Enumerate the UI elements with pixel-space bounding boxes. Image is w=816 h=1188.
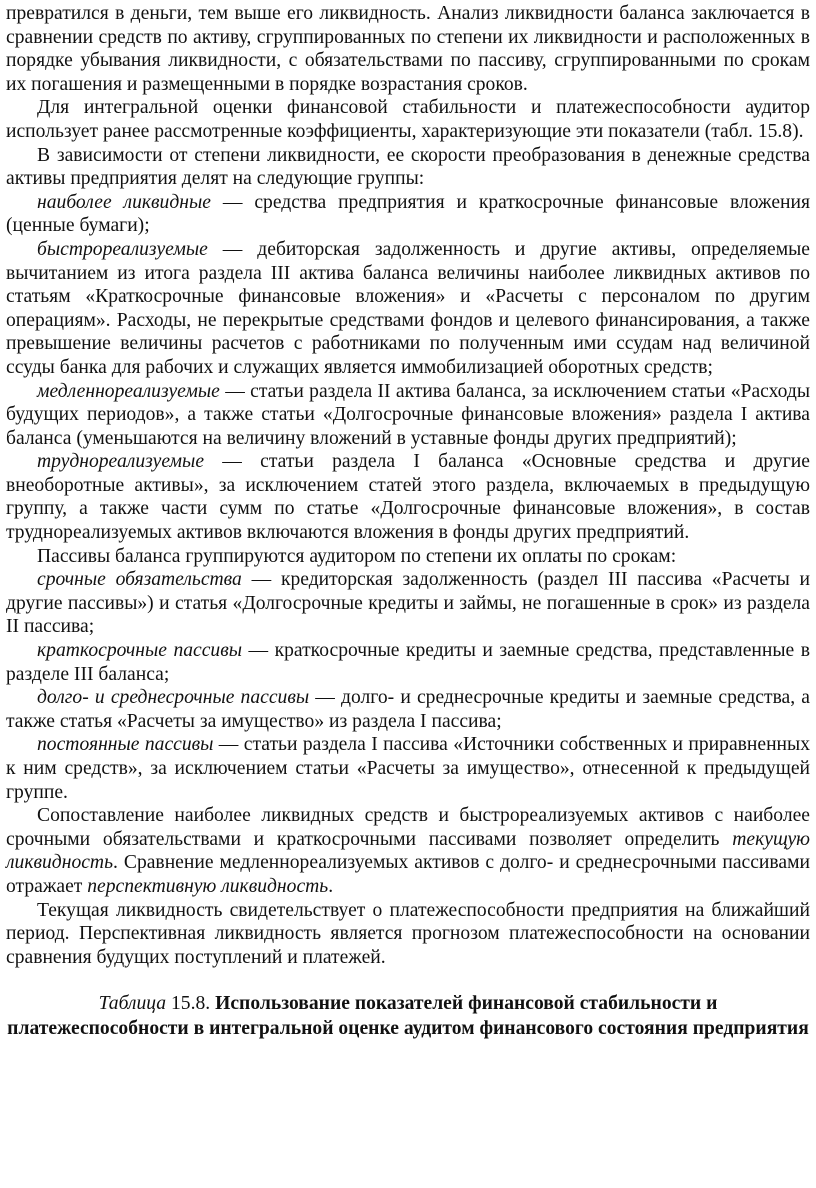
term-prospective-liquidity: перспективную ликвидность xyxy=(87,875,329,897)
table-label: Таблица xyxy=(98,993,167,1015)
paragraph-liability-groups-intro: Пассивы баланса группируются аудитором по степени их оплаты по срокам: xyxy=(37,545,677,567)
term: краткосрочные пассивы xyxy=(37,640,243,662)
table-caption xyxy=(6,992,810,1041)
liability-group-urgent xyxy=(6,568,810,639)
definition: — статьи раздела I баланса «Основные средства и другие внеоборотные активы», за исключением статей этого раздела, включаемых в предыдущую группу, а также части сумм по статье «Долгосрочные финансовые вложения», в состав труднореализуемых активов включаются вложения в фонды других предприятий. xyxy=(6,451,810,544)
liability-group-permanent xyxy=(6,733,810,804)
definition: — кредиторская задолженность (раздел III пассива «Расчеты и другие пассивы») и статья «Долгосрочные кредиты и займы, не погашенные в срок» из раздела II пассива; xyxy=(6,569,810,638)
liability-group-long-term xyxy=(6,686,810,733)
term: труднореализуемые xyxy=(37,451,205,473)
definition: — долго- и среднесрочные кредиты и заемные средства, а также статья «Расчеты за имущество» из раздела I пассива; xyxy=(6,687,810,732)
term: медленнореализуемые xyxy=(37,380,220,402)
paragraph-liquidity-definition: превратился в деньги, тем выше его ликвидность. Анализ ликвидности баланса заключается в сравнении средств по активу, сгруппированных по степени их ликвидности и расположенных в порядке убывания ликвидности, с обязательствами по пассиву, сгруппированными по срокам их погашения и размещенными в порядке возрастания сроков. xyxy=(6,3,810,95)
definition: — статьи раздела II актива баланса, за исключением статьи «Расходы будущих периодов», а также статьи «Долгосрочные финансовые вложения» раздела I актива баланса (уменьшаются на величину вложений в уставные фонды других предприятий); xyxy=(6,380,810,449)
term-current-liquidity: текущую ликвидность xyxy=(6,828,810,874)
paragraph-liquidity-meaning: Текущая ликвидность свидетельствует о платежеспособности предприятия на ближайший период. Перспективная ликвидность является прогнозом платежеспособности на основании сравнения будущих поступлений и платежей. xyxy=(6,899,810,968)
table-number: 15.8. xyxy=(166,993,216,1015)
text-part: Сопоставление наиболее ликвидных средств и быстрореализуемых активов с наиболее срочными обязательствами и краткосрочными пассивами позволяет определить xyxy=(6,805,810,850)
paragraph-integral-assessment: Для интегральной оценки финансовой стабильности и платежеспособности аудитор использует ранее рассмотренные коэффициенты, характеризующие эти показатели (табл. 15.8). xyxy=(6,97,810,142)
liability-group-short-term xyxy=(6,639,810,686)
definition: — статьи раздела I пассива «Источники собственных и приравненных к ним средств», за исключением статьи «Расчеты за имущество», отнесенной к предыдущей группе. xyxy=(6,734,811,803)
asset-group-quick xyxy=(6,238,810,380)
asset-group-most-liquid xyxy=(6,191,810,238)
asset-group-slow xyxy=(6,380,810,451)
text-part: . Сравнение медленнореализуемых активов с долго- и среднесрочными пассивами отражает xyxy=(6,852,810,897)
term: наиболее ликвидные xyxy=(37,191,211,213)
term: быстрореализуемые xyxy=(37,238,208,260)
paragraph-comparison xyxy=(6,804,810,898)
text-part: . xyxy=(328,875,334,897)
term: долго- и среднесрочные пассивы xyxy=(37,687,310,709)
definition: — краткосрочные кредиты и заемные средства, представленные в разделе III баланса; xyxy=(6,640,810,685)
asset-group-hard xyxy=(6,450,810,544)
term: постоянные пассивы xyxy=(37,734,214,756)
table-title: Использование показателей финансовой стабильности и платежеспособности в интегральной оценке аудитом финансового состояния предприятия xyxy=(7,993,809,1039)
definition: — средства предприятия и краткосрочные финансовые вложения (ценные бумаги); xyxy=(6,191,811,237)
definition: — дебиторская задолженность и другие активы, определяемые вычитанием из итога раздела III актива баланса величины наиболее ликвидных активов по статьям «Краткосрочные финансовые вложения» и «Расчеты с персоналом по другим операциям». Расходы, не перекрытые средствами фондов и целевого финансирования, а также превышение величины расчетов с работниками по полученным ими ссудам над величиной ссуды банка для рабочих и служащих является иммобилизацией оборотных средств; xyxy=(6,238,810,378)
term: срочные обязательства xyxy=(37,569,242,591)
paragraph-asset-groups-intro: В зависимости от степени ликвидности, ее скорости преобразования в денежные средства активы предприятия делят на следующие группы: xyxy=(6,144,810,190)
